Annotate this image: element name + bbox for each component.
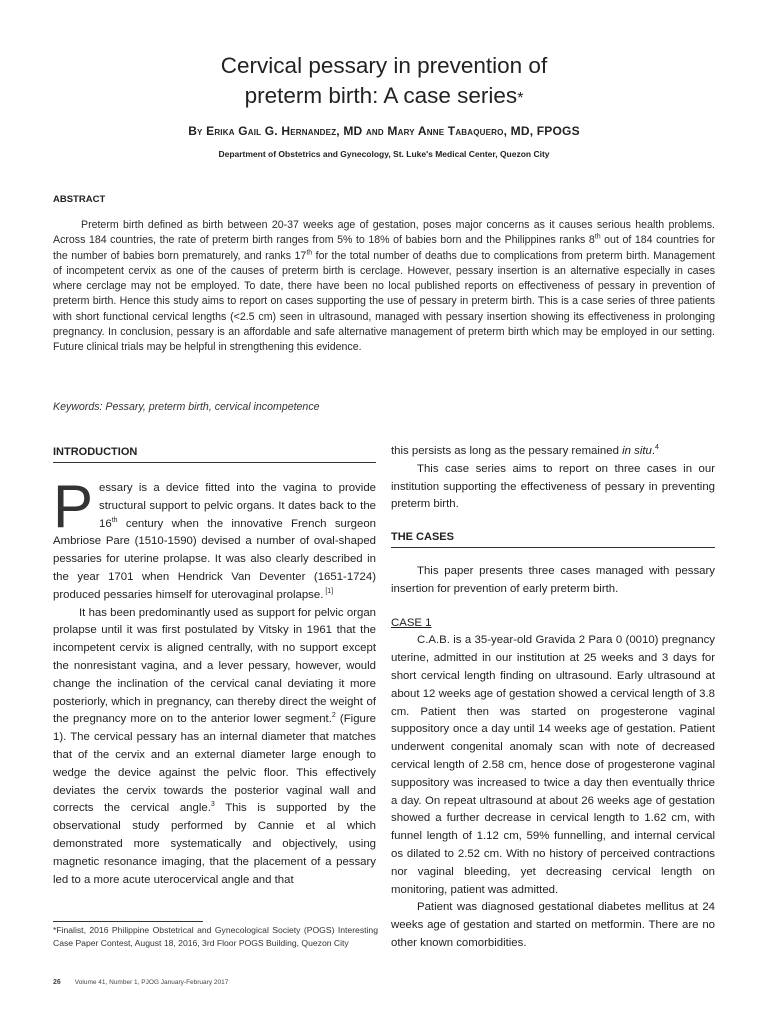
aim-paragraph: This case series aims to report on three cases in our institution supporting the effectiveness of pessary in preventing preterm birth. xyxy=(391,462,715,511)
footnote-rule xyxy=(53,921,203,922)
abstract-sup-1: th xyxy=(594,233,601,241)
right-column-cases xyxy=(391,563,715,953)
drop-cap: P xyxy=(53,473,94,540)
cases-heading: THE CASES xyxy=(391,531,715,548)
page-footer xyxy=(53,979,228,986)
left-column xyxy=(53,473,377,889)
title-line-2 xyxy=(0,81,768,114)
journal-citation: Volume 41, Number 1, PJOG January-February 2017 xyxy=(74,979,229,986)
intro-p1-text-b: century when the innovative French surgeon Ambriose Pare (1510-1590) devised a number of oval-shaped pessaries for uterine prolapse. It was also clearly described in the year 1701 when Hendrick Van Deventer (1651-1724) produced pessaries himself for uterovaginal prolapse. xyxy=(53,517,376,601)
cont-text-b: . xyxy=(651,445,656,457)
citation-ref-2: 2 xyxy=(331,712,336,720)
abstract-text-2: out of 184 countries for the number of babies born prematurely, and ranks 17 xyxy=(53,234,715,262)
abstract-text-3: for the total number of deaths due to complications from preterm birth. Management of incompetent cervix as one of the causes of preterm birth is cerclage. However, pessary insertion is an alternative especially in cases where cerclage may not be employed. To date, there have been no local published reports on effectiveness of pessary in prevention of preterm birth. Hence this study aims to report on cases supporting the use of pessary in preterm birth. This is a case series of three patients with short functional cervical lengths (<2.5 cm) seen in ultrasound, managed with pessary insertion showing its effectiveness in prolonging pregnancy. In conclusion, pessary is an affordable and safe alternative management of preterm birth which may be employed in our setting. Future clinical trials may be helpful in strengthening this evidence. xyxy=(53,249,716,354)
introduction-heading: INTRODUCTION xyxy=(53,446,376,463)
abstract-heading: ABSTRACT xyxy=(53,194,106,205)
intro-paragraph-2 xyxy=(53,605,376,890)
keywords: Keywords: Pessary, preterm birth, cervical incompetence xyxy=(53,401,320,413)
affiliation: Department of Obstetrics and Gynecology, St. Luke's Medical Center, Quezon City xyxy=(218,149,550,159)
intro-paragraph-1 xyxy=(53,473,376,605)
case-1-paragraph-2: Patient was diagnosed gestational diabetes mellitus at 24 weeks age of gestation and started on metformin. There are no other known comorbidities. xyxy=(391,901,715,949)
citation-ref-3: 3 xyxy=(210,801,215,809)
intro-p2-text-a: It has been predominantly used as support for pelvic organ prolapse until it was first postulated by Vitsky in 1961 that the incompetent cervix is aligned centrally, with no support except the nonresistant vagina, and a lever pessary, however, would change the inclination of the cervical canal deviating it more posteriorly, which in pregnancy, can thereby direct the weight of the pregnancy more on to the anterior lower segment. xyxy=(53,606,376,726)
intro-p1-sup: th xyxy=(111,516,118,524)
page-number: 26 xyxy=(53,979,61,986)
intro-p2-text-b: (Figure 1). The cervical pessary has an internal diameter that matches that of the cervix and an external diameter large enough to wedge the device against the pelvic floor. This effectively deviates the cervix towards the posterior vaginal wall and corrects the cervical angle. xyxy=(53,713,376,815)
footnote: *Finalist, 2016 Philippine Obstetrical and Gynecological Society (POGS) Interesting Case Paper Contest, August 18, 2016, 3rd Floor POGS Building, Quezon City xyxy=(53,925,378,948)
title-footnote-marker: * xyxy=(517,90,524,107)
continued-paragraph xyxy=(391,443,715,461)
article-title xyxy=(0,51,768,114)
case-1-paragraph-1: C.A.B. is a 35-year-old Gravida 2 Para 0 (0010) pregnancy uterine, admitted in our institution at 25 weeks and 3 days for short cervical length finding on ultrasound. Early ultrasound at about 12 weeks age of gestation showed a cervical length of 3.8 cm. Patient then was started on progesterone vaginal suppository once a day until 14 weeks age of gestation. Patient underwent congenital anomaly scan with note of decreased cervical length of 2.58 cm, hence dose of progesterone vaginal suppository was increased to twice a day then eventually thrice a day. On repeat ultrasound at about 26 weeks age of gestation showed a further decrease in cervical length to 1.62 cm, with funnel length of 1.12 cm, 59% funnelling, and internal cervical os dilated to 2.52 cm. With no history of perceived contractions nor vaginal bleeding, yet decreasing cervical length on monitoring, patient was admitted. xyxy=(391,634,715,896)
citation-ref-4: 4 xyxy=(655,444,659,452)
right-column-top xyxy=(391,443,715,514)
intro-p1-text-a: essary is a device fitted into the vagina to provide structural support to pelvic organs. It dates back to the 16 xyxy=(99,482,376,530)
author-line: By Erika Gail G. Hernandez, MD and Mary Anne Tabaquero, MD, FPOGS xyxy=(188,124,580,138)
cont-text-a: this persists as long as the pessary remained xyxy=(391,445,623,457)
spacer xyxy=(391,599,715,615)
abstract-body xyxy=(53,218,715,356)
abstract-sup-2: th xyxy=(306,249,313,257)
cases-intro-paragraph: This paper presents three cases managed with pessary insertion for prevention of early preterm birth. xyxy=(391,565,715,595)
intro-p2-text-c: This is supported by the observational study performed by Cannie et al which demonstrated more systematically and objectively, using magnetic resonance imaging, that the placement of a pessary led to a more acute uterocervical angle and that xyxy=(53,802,377,886)
citation-ref-1: [1] xyxy=(323,587,334,595)
case-1-heading: CASE 1 xyxy=(391,616,432,629)
cont-italic: in situ xyxy=(622,445,652,457)
title-line-2-text: preterm birth: A case series xyxy=(244,83,518,108)
abstract-text-1: Preterm birth defined as birth between 20-37 weeks age of gestation, poses major concerns as it causes serious health problems. Across 184 countries, the rate of preterm birth ranges from 5% to 18% of babies born and the Philippines ranks 8 xyxy=(53,219,715,247)
title-line-1: Cervical pessary in prevention of xyxy=(220,53,548,78)
